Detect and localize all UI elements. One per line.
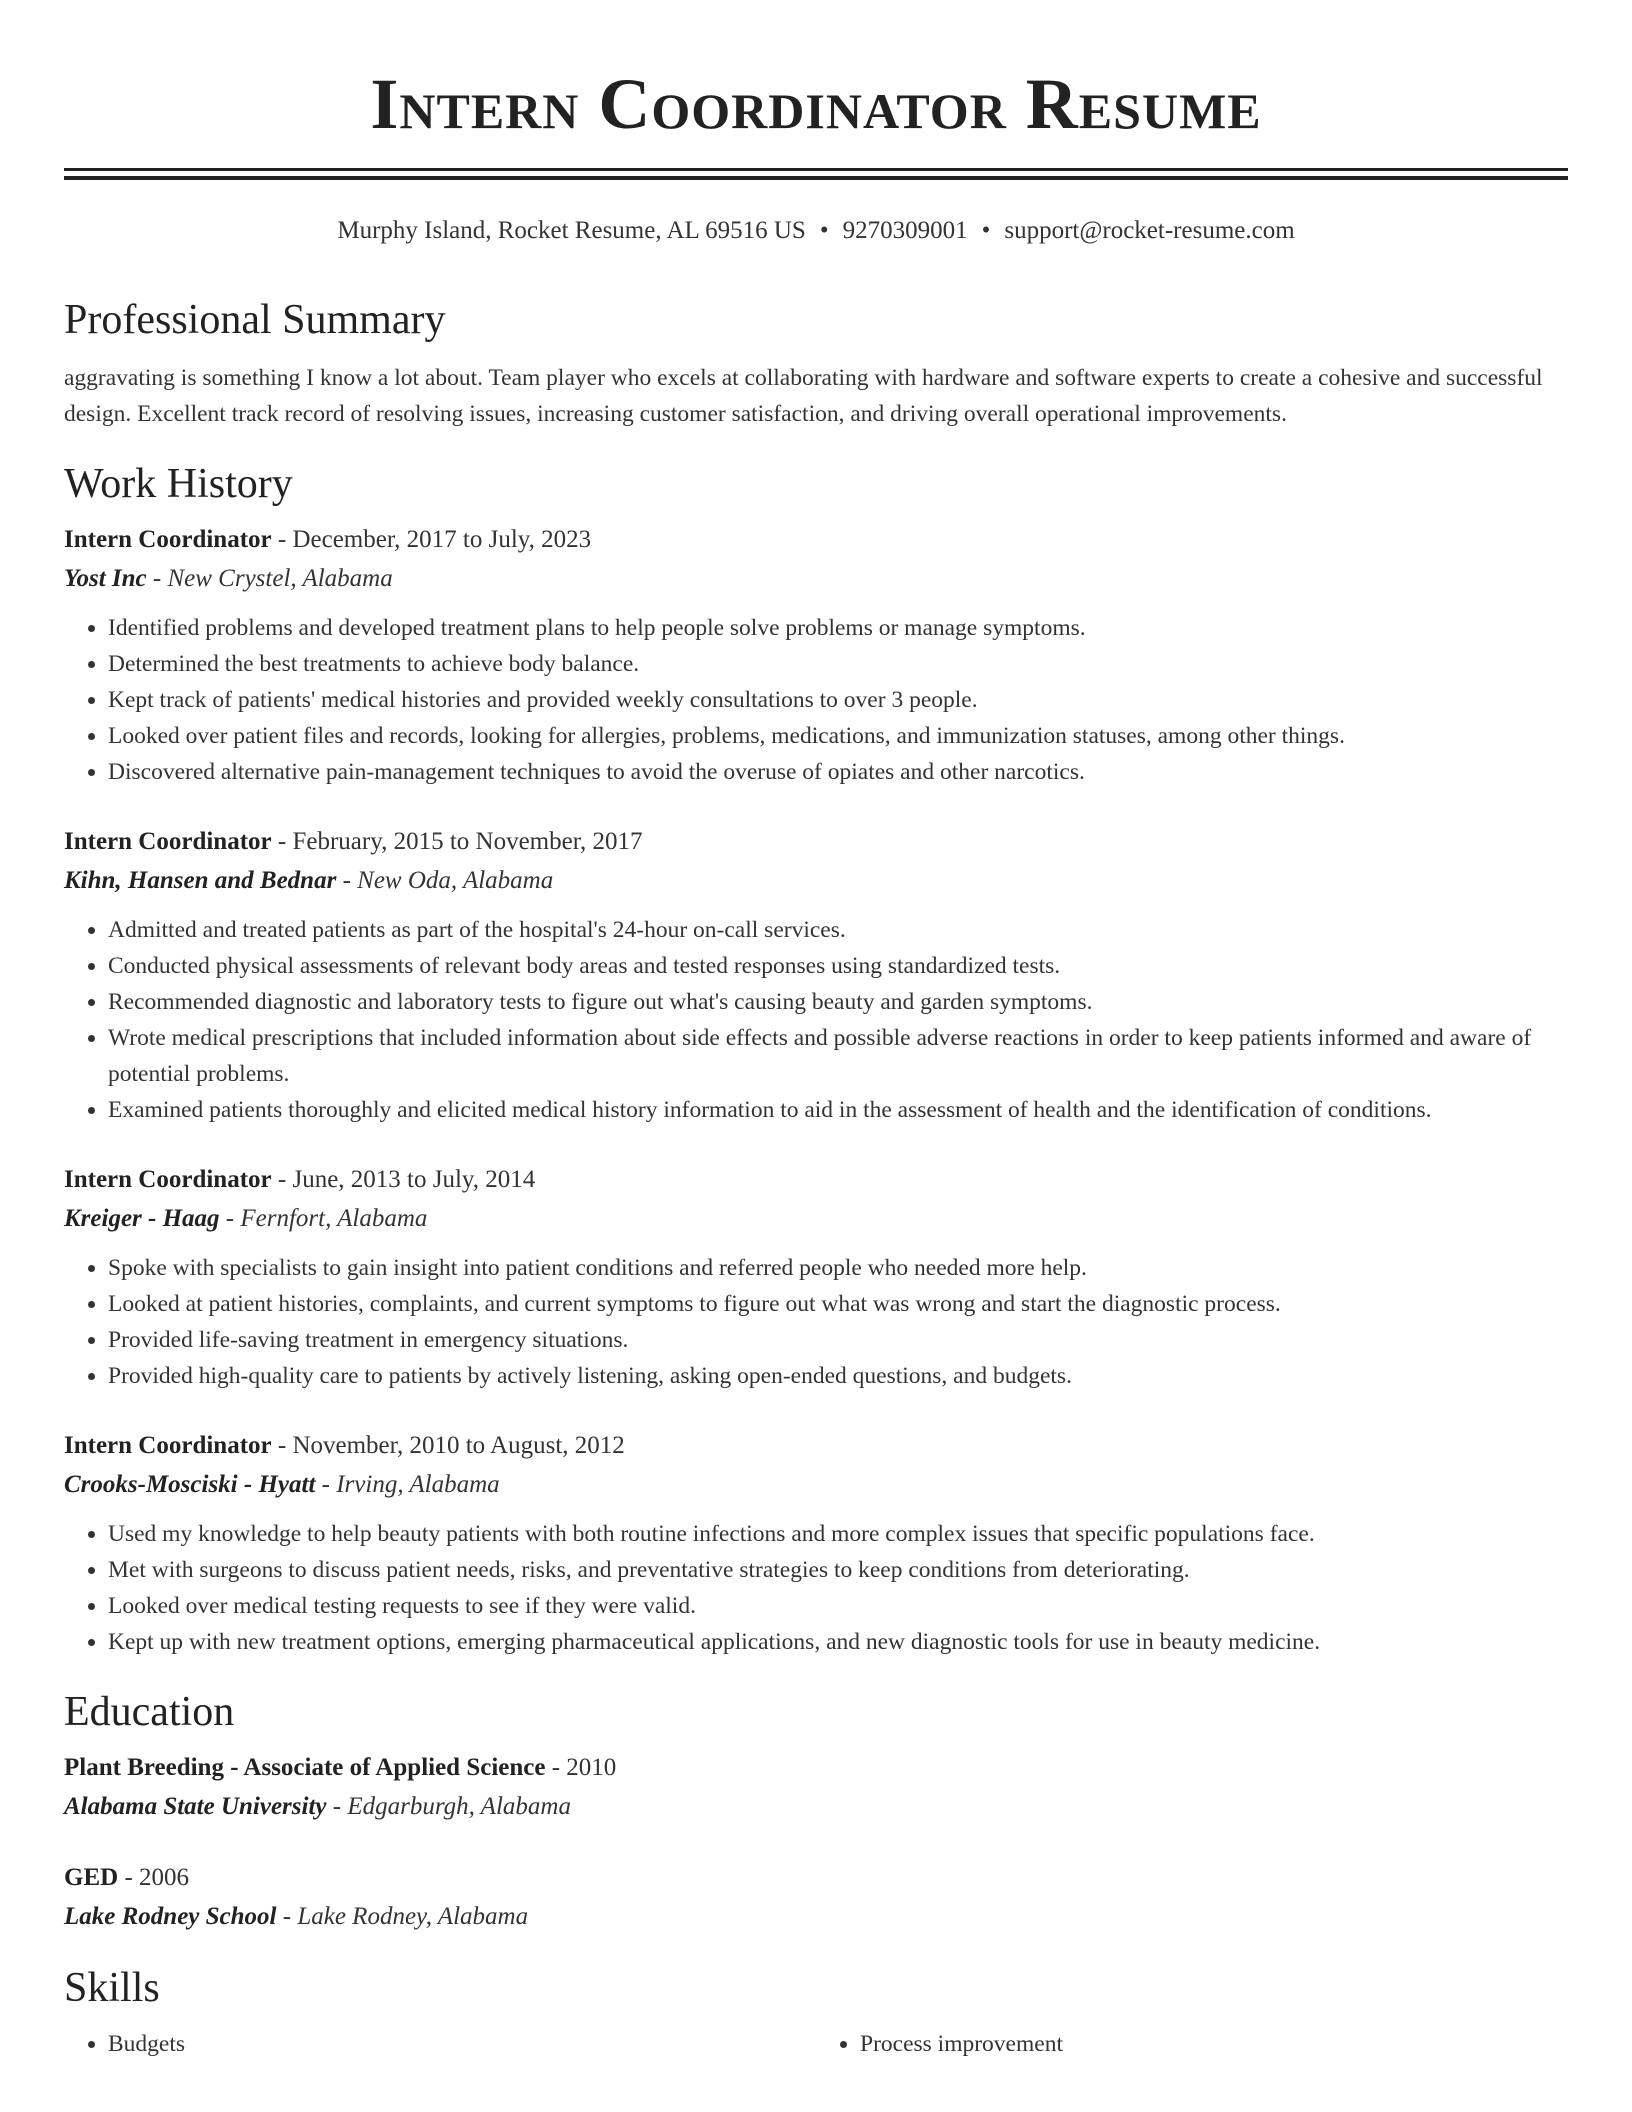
list-item: • Met with surgeons to discuss patient needs, risks, and preventative strategies to keep conditions from deteriorating. [108, 1552, 1568, 1588]
list-item: • Spoke with specialists to gain insight into patient conditions and referred people who needed more help. [108, 1250, 1568, 1286]
contact-phone: 9270309001 [842, 217, 968, 244]
list-item: • Admitted and treated patients as part of the hospital's 24-hour on-call services. [108, 912, 1568, 948]
job-title: Intern Coordinator [64, 526, 272, 553]
degree-year: - 2006 [118, 1864, 190, 1891]
title-divider [64, 168, 1568, 180]
job-entry [64, 822, 1568, 1128]
list-item: • Identified problems and developed treatment plans to help people solve problems or manage symptoms. [108, 610, 1568, 646]
education-entry [64, 1748, 1568, 1826]
job-entry [64, 1426, 1568, 1660]
summary-section [64, 290, 1568, 432]
degree-name: GED [64, 1864, 119, 1891]
job-title-line [64, 1160, 1568, 1199]
company-line [64, 559, 1568, 598]
list-item: • Process improvement [860, 2026, 1568, 2062]
job-dates: - November, 2010 to August, 2012 [271, 1432, 625, 1459]
company-location: - New Crystel, Alabama [146, 565, 393, 592]
summary-text: aggravating is something I know a lot about. Team player who excels at collaborating with hardware and software experts to create a cohesive and successful design. Excellent track record of resolving issues, increasing customer satisfaction, and driving overall operational improvements. [64, 365, 1543, 427]
company-line [64, 1465, 1568, 1504]
school-location: - Lake Rodney, Alabama [276, 1903, 529, 1930]
list-item: • Looked over medical testing requests to see if they were valid. [108, 1588, 1568, 1624]
company-location: - Irving, Alabama [315, 1471, 500, 1498]
skills-column-right [816, 2026, 1568, 2062]
job-title: Intern Coordinator [64, 1432, 272, 1459]
degree-year: - 2010 [545, 1754, 617, 1781]
job-title: Intern Coordinator [64, 1166, 272, 1193]
list-item: • Recommended diagnostic and laboratory tests to figure out what's causing beauty and garden symptoms. [108, 984, 1568, 1020]
school-name: Lake Rodney School [64, 1903, 277, 1930]
job-dates: - February, 2015 to November, 2017 [271, 828, 643, 855]
job-entry [64, 520, 1568, 790]
contact-separator: • [981, 217, 991, 244]
degree-line [64, 1748, 1568, 1787]
job-duties [64, 1516, 1568, 1660]
school-name: Alabama State University [64, 1793, 327, 1820]
list-item: • Looked over patient files and records, looking for allergies, problems, medications, and immunization statuses, among other things. [108, 718, 1568, 754]
list-item: • Kept up with new treatment options, emerging pharmaceutical applications, and new diagnostic tools for use in beauty medicine. [108, 1624, 1568, 1660]
company-location: - New Oda, Alabama [336, 867, 554, 894]
education-section [64, 1682, 1568, 1936]
company-name: Crooks-Mosciski - Hyatt [64, 1471, 316, 1498]
contact-separator: • [819, 217, 829, 244]
contact-address: Murphy Island, Rocket Resume, AL 69516 US [337, 217, 806, 244]
contact-email: support@rocket-resume.com [1004, 217, 1295, 244]
list-item: • Determined the best treatments to achieve body balance. [108, 646, 1568, 682]
resume-content [64, 290, 1568, 2062]
school-location: - Edgarburgh, Alabama [326, 1793, 571, 1820]
job-entry [64, 1160, 1568, 1394]
school-line [64, 1897, 1568, 1936]
job-title-line [64, 520, 1568, 559]
list-item: • Wrote medical prescriptions that included information about side effects and possible adverse reactions in order to keep patients informed and aware of potential problems. [108, 1020, 1568, 1092]
job-title-line [64, 1426, 1568, 1465]
page-title: Intern Coordinator Resume [370, 64, 1262, 144]
company-line [64, 861, 1568, 900]
list-item: • Provided high-quality care to patients by actively listening, asking open-ended questions, and budgets. [108, 1358, 1568, 1394]
job-title: Intern Coordinator [64, 828, 272, 855]
education-heading: Education [64, 1689, 235, 1735]
degree-line [64, 1858, 1568, 1897]
job-dates: - December, 2017 to July, 2023 [271, 526, 592, 553]
list-item: • Budgets [108, 2026, 816, 2062]
company-name: Kihn, Hansen and Bednar [64, 867, 337, 894]
list-item: • Used my knowledge to help beauty patients with both routine infections and more complex issues that specific populations face. [108, 1516, 1568, 1552]
summary-heading: Professional Summary [64, 297, 446, 343]
work-history-section [64, 454, 1568, 1660]
work-history-heading: Work History [64, 461, 293, 507]
degree-name: Plant Breeding - Associate of Applied Science [64, 1754, 546, 1781]
list-item: • Examined patients thoroughly and elicited medical history information to aid in the assessment of health and the identification of conditions. [108, 1092, 1568, 1128]
skills-section [64, 1958, 1568, 2062]
list-item: • Conducted physical assessments of relevant body areas and tested responses using standardized tests. [108, 948, 1568, 984]
company-name: Yost Inc [64, 565, 147, 592]
list-item: • Kept track of patients' medical histories and provided weekly consultations to over 3 people. [108, 682, 1568, 718]
job-title-line [64, 822, 1568, 861]
list-item: • Discovered alternative pain-management techniques to avoid the overuse of opiates and other narcotics. [108, 754, 1568, 790]
company-name: Kreiger - Haag [64, 1205, 220, 1232]
company-line [64, 1199, 1568, 1238]
list-item: • Looked at patient histories, complaints, and current symptoms to figure out what was wrong and start the diagnostic process. [108, 1286, 1568, 1322]
skills-list [64, 2026, 1568, 2062]
contact-line [64, 214, 1568, 248]
list-item: • Provided life-saving treatment in emergency situations. [108, 1322, 1568, 1358]
job-duties [64, 912, 1568, 1128]
job-dates: - June, 2013 to July, 2014 [271, 1166, 536, 1193]
school-line [64, 1787, 1568, 1826]
job-duties [64, 1250, 1568, 1394]
job-duties [64, 610, 1568, 790]
skills-column-left [64, 2026, 816, 2062]
education-entry [64, 1858, 1568, 1936]
skills-heading: Skills [64, 1965, 160, 2011]
company-location: - Fernfort, Alabama [219, 1205, 428, 1232]
